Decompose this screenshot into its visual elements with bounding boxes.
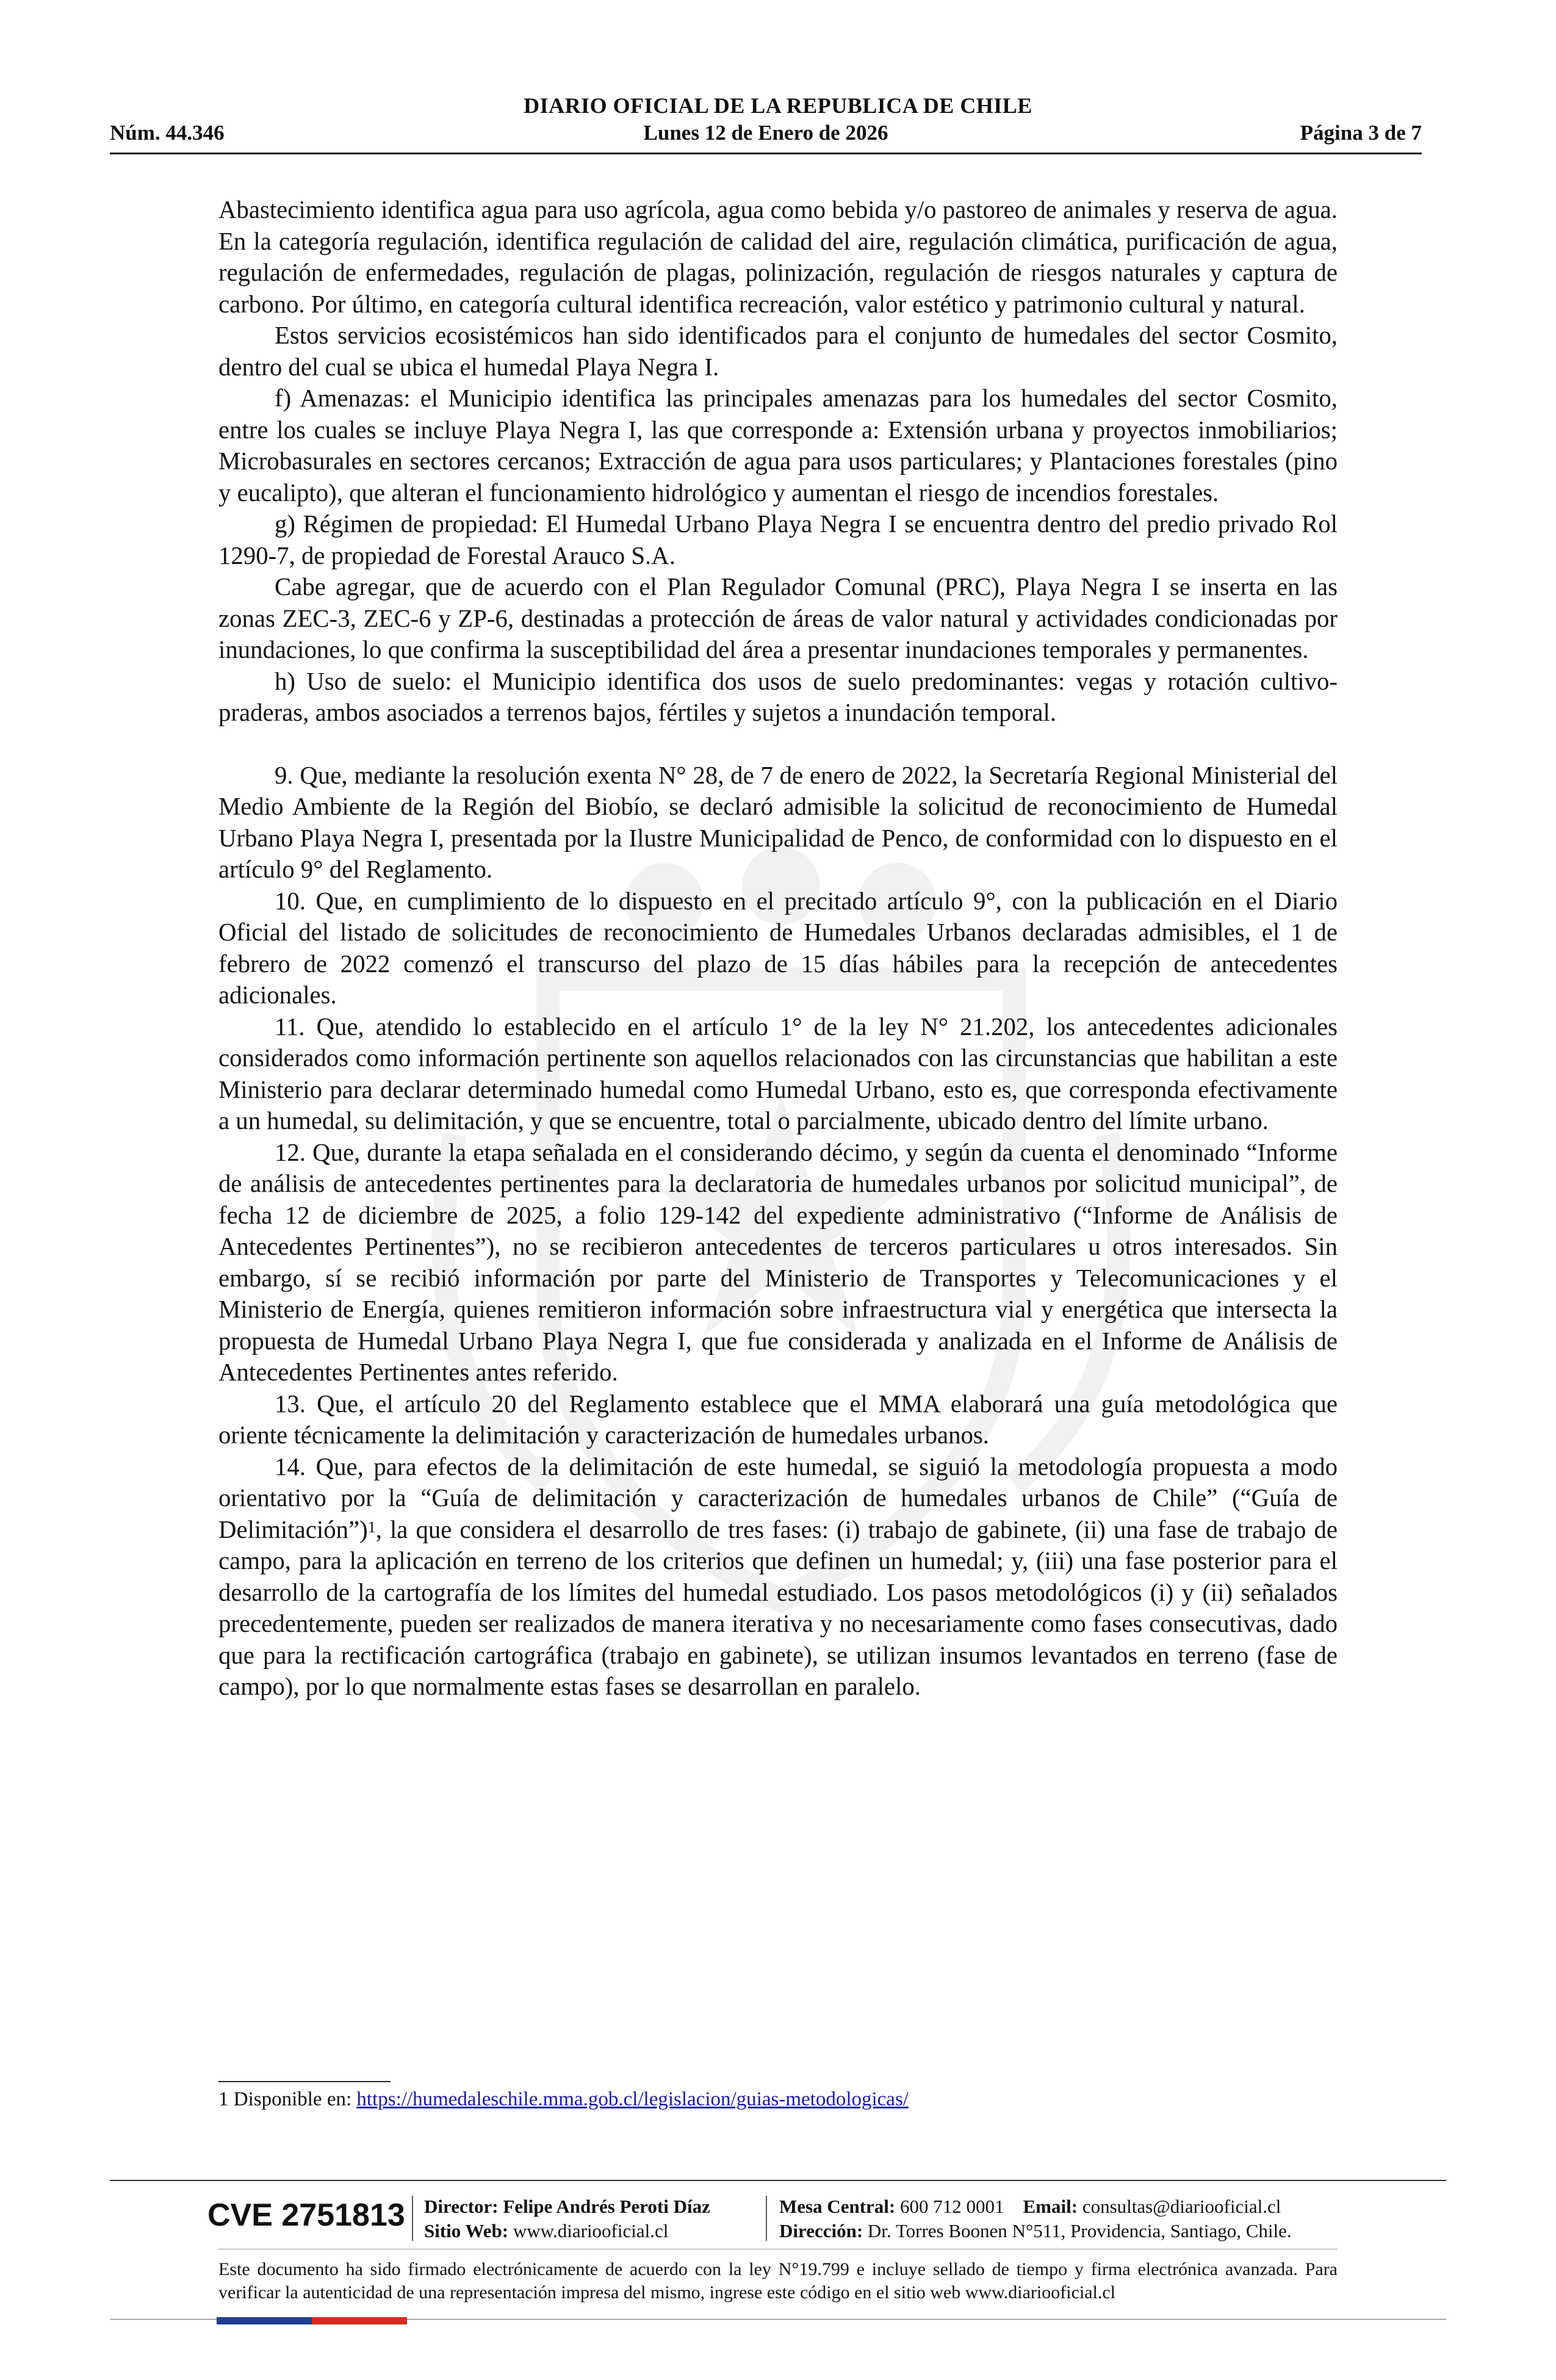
header-row — [110, 121, 1422, 148]
paragraph-12: 12. Que, durante la etapa señalada en el considerando décimo, y según da cuenta el denominado “Informe de análisis de antecedentes pertinentes para la declaratoria de humedales urbanos por solicitud municipal”, de fecha 12 de diciembre de 2025, a folio 129-142 del expediente administrativo (“Informe de Análisis de Antecedentes Pertinentes”), no se recibieron antecedentes de terceros particulares u otros interesados. Sin embargo, sí se recibió información por parte del Ministerio de Transportes y Telecomunicaciones y el Ministerio de Energía, quienes remitieron información sobre infraestructura vial y energética que intersecta la propuesta de Humedal Urbano Playa Negra I, que fue considerada y analizada en el Informe de Análisis de Antecedentes Pertinentes antes referido. — [218, 1138, 1338, 1386]
paragraph-property: g) Régimen de propiedad: El Humedal Urbano Playa Negra I se encuentra dentro del predio privado Rol 1290-7, de propiedad de Forestal Arauco S.A. — [218, 510, 1338, 569]
paragraph-14-start: 14. Que, para efectos de la delimitación de este humedal, se siguió la metodología propuesta a modo orientativo por la “Guía de delimitación y caracterización de humedales urbanos de Chile” (“Guía de Delimitación”) — [218, 1452, 1338, 1543]
footnote-divider — [218, 2081, 391, 2082]
director-label: Director: — [424, 2196, 499, 2217]
flag-stripe — [217, 2317, 407, 2324]
footnote-label: 1 Disponible en: — [218, 2088, 357, 2110]
journal-title: DIARIO OFICIAL DE LA REPUBLICA DE CHILE — [524, 93, 1032, 118]
email-address[interactable]: consultas@diariooficial.cl — [1082, 2196, 1281, 2217]
paragraph-prc-zones: Cabe agregar, que de acuerdo con el Plan Regulador Comunal (PRC), Playa Negra I se inserta en las zonas ZEC-3, ZEC-6 y ZP-6, destinadas a protección de áreas de valor natural y actividades condicionadas por inundaciones, lo que confirma la susceptibilidad del área a presentar inundaciones temporales y permanentes. — [218, 573, 1338, 663]
footer-separator — [766, 2196, 767, 2241]
page-number: Página 3 de 7 — [1300, 121, 1422, 145]
website[interactable]: www.diariooficial.cl — [513, 2220, 669, 2241]
footer-director-block — [424, 2194, 710, 2243]
paragraph-14 — [218, 1451, 1338, 1703]
footer-separator — [412, 2196, 413, 2241]
paragraph-13: 13. Que, el artículo 20 del Reglamento establece que el MMA elaborará una guía metodológica que oriente técnicamente la delimitación y caracterización de humedales urbanos. — [218, 1390, 1338, 1449]
footnote-ref[interactable]: 1 — [367, 1518, 376, 1536]
document-body — [218, 194, 1338, 1703]
footer-contact-block — [779, 2194, 1292, 2243]
mesa-phone: 600 712 0001 — [900, 2196, 1004, 2217]
flag-blue-stripe — [217, 2317, 312, 2324]
director-name: Felipe Andrés Peroti Díaz — [503, 2196, 710, 2217]
paragraph-9: 9. Que, mediante la resolución exenta N° 28, de 7 de enero de 2022, la Secretaría Regional Ministerial del Medio Ambiente de la Región del Biobío, se declaró admisible la solicitud de reconocimiento de Humedal Urbano Playa Negra I, presentada por la Ilustre Municipalidad de Penco, de conformidad con lo dispuesto en el artículo 9° del Reglamento. — [218, 761, 1338, 883]
issue-date: Lunes 12 de Enero de 2026 — [643, 121, 888, 145]
footnote-link[interactable]: https://humedaleschile.mma.gob.cl/legislacion/guias-metodologicas/ — [356, 2088, 909, 2110]
cve-code: CVE 2751813 — [207, 2198, 405, 2233]
paragraph-ecosystem-services: Estos servicios ecosistémicos han sido identificados para el conjunto de humedales del sector Cosmito, dentro del cual se ubica el humedal Playa Negra I. — [218, 322, 1338, 381]
paragraph-10: 10. Que, en cumplimiento de lo dispuesto en el precitado artículo 9°, con la publicación en el Diario Oficial del listado de solicitudes de reconocimiento de Humedales Urbanos declaradas admisibles, el 1 de febrero de 2022 comenzó el transcurso del plazo de 15 días hábiles para la recepción de antecedentes adicionales. — [218, 887, 1338, 1009]
footer-divider-top — [110, 2180, 1446, 2181]
paragraph-land-use: h) Uso de suelo: el Municipio identifica dos usos de suelo predominantes: vegas y rotación cultivo-praderas, ambos asociados a terrenos bajos, fértiles y sujetos a inundación temporal. — [218, 667, 1338, 726]
header-divider — [110, 153, 1422, 154]
paragraph-threats: f) Amenazas: el Municipio identifica las principales amenazas para los humedales del sector Cosmito, entre los cuales se incluye Playa Negra I, las que corresponde a: Extensión urbana y proyectos inmobiliarios; Microbasurales en sectores cercanos; Extracción de agua para usos particulares; y Plantaciones forestales (pino y eucalipto), que alteran el funcionamiento hidrológico y aumentan el riesgo de incendios forestales. — [218, 384, 1338, 507]
footnote — [218, 2088, 909, 2111]
address: Dr. Torres Boonen N°511, Providencia, Santiago, Chile. — [867, 2220, 1292, 2241]
issue-number: Núm. 44.346 — [110, 121, 225, 145]
address-label: Dirección: — [779, 2220, 863, 2241]
paragraph-14-end: , la que considera el desarrollo de tres fases: (i) trabajo de gabinete, (ii) una fase de trabajo de campo, para la aplicación en terreno de los criterios que definen un humedal; y, (iii) una fase posterior para el desarrollo de la cartografía de los límites del humedal estudiado. Los pasos metodológicos (i) y (ii) señalados precedentemente, pueden ser realizados de manera iterativa y no necesariamente como fases consecutivas, dado que para la rectificación cartográfica (trabajo en gabinete), se utilizan insumos levantados en terreno (fase de campo), por lo que normalmente estas fases se desarrollan en paralelo. — [218, 1515, 1338, 1700]
paragraph-continuation: Abastecimiento identifica agua para uso agrícola, agua como bebida y/o pastoreo de animales y reserva de agua. En la categoría regulación, identifica regulación de calidad del aire, regulación climática, purificación de agua, regulación de enfermedades, regulación de plagas, polinización, regulación de riesgos naturales y captura de carbono. Por último, en categoría cultural identifica recreación, valor estético y patrimonio cultural y natural. — [218, 196, 1338, 318]
email-label: Email: — [1023, 2196, 1078, 2217]
paragraph-11: 11. Que, atendido lo establecido en el artículo 1° de la ley N° 21.202, los antecedentes adicionales considerados como información pertinente son aquellos relacionados con las circunstancias que habilitan a este Ministerio para declarar determinado humedal como Humedal Urbano, esto es, que corresponda efectivamente a un humedal, su delimitación, y que se encuentre, total o parcialmente, ubicado dentro del límite urbano. — [218, 1012, 1338, 1134]
flag-red-stripe — [312, 2317, 407, 2324]
mesa-label: Mesa Central: — [779, 2196, 896, 2217]
signature-note: Este documento ha sido firmado electrónicamente de acuerdo con la ley N°19.799 e incluye sellado de tiempo y firma electrónica avanzada. Para verificar la autenticidad de una representación impresa del mismo, ingrese este código en el sitio web www.diariooficial.cl — [218, 2259, 1338, 2302]
website-label: Sitio Web: — [424, 2220, 509, 2241]
